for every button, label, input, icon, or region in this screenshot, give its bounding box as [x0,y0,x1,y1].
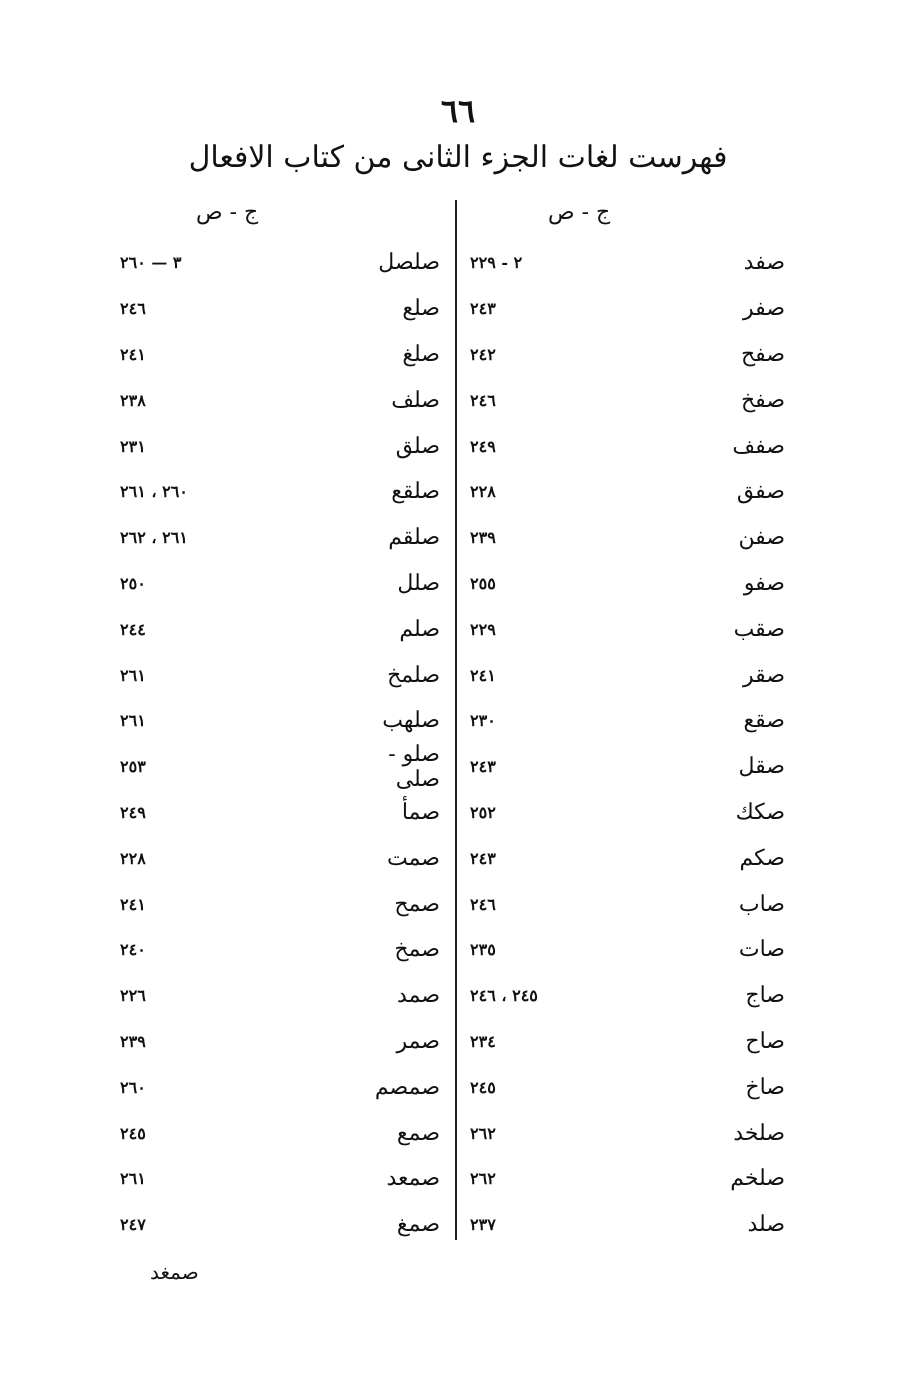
entry-page-ref: ٢٤١ [470,665,496,685]
index-entry [120,835,440,881]
entry-word: صمعد [386,1166,440,1192]
entry-page-ref: ٢٤٧ [120,1215,146,1235]
entry-page-ref: ٢٤٩ [120,802,146,822]
index-entry [120,561,440,607]
entry-page-ref: ٢٦٠ ، ٢٦١ [120,482,188,502]
entry-page-ref: ٢٦٠ [120,1077,146,1097]
entry-page-ref: ٢٥٣ [120,757,146,777]
entry-page-ref: ٢٤٠ [120,940,146,960]
entry-word: صاخ [745,1074,785,1100]
entry-word: صمد [397,983,440,1009]
index-entry [470,881,785,927]
index-entry [120,790,440,836]
entry-word: صفخ [740,387,785,413]
entry-word: صمت [386,845,440,871]
entry-page-ref: ٢٥٢ [470,802,496,822]
entry-page-ref: ٢٢٨ [120,848,146,868]
entry-word: صلل [397,570,440,596]
index-entry [120,1110,440,1156]
index-entry [470,515,785,561]
index-entry [120,881,440,927]
index-entry [120,927,440,973]
index-entry [120,652,440,698]
index-entry [120,332,440,378]
entry-page-ref: ٢٦٢ [470,1123,496,1143]
entry-page-ref: ٢٢٦ [120,986,146,1006]
entry-word: صمخ [394,937,440,963]
index-entry [120,423,440,469]
index-entry [470,1110,785,1156]
entry-word: صمع [396,1120,440,1146]
entry-word: صلمخ [387,662,440,688]
entry-word: صمصم [374,1074,440,1100]
index-entry [120,1019,440,1065]
entry-page-ref: ٢٤٣ [470,299,496,319]
entry-page-ref: ٢٤٦ [120,299,146,319]
entry-word: صفف [732,433,785,459]
entry-word: صمغ [396,1212,440,1238]
entry-word: صلع [402,296,440,322]
entry-page-ref: ٢٦١ [120,711,146,731]
entry-page-ref: ٢٤٩ [470,436,496,456]
entry-word: صمأ [401,799,440,825]
entry-word: صفو [743,570,785,596]
entry-page-ref: ٢٢٨ [470,482,496,502]
entry-word: صلف [391,387,440,413]
index-entry [470,652,785,698]
entry-page-ref: ٢٤٥ [470,1077,496,1097]
column-divider [455,200,457,1240]
entry-word: صلغ [402,341,440,367]
index-entry [470,927,785,973]
entry-page-ref: ٢٤٣ [470,757,496,777]
entry-page-ref: ٢٣٨ [120,390,146,410]
index-entry [120,377,440,423]
entry-word: صلصل [378,250,440,276]
index-entry [470,332,785,378]
entry-page-ref: ٢٣٩ [470,528,496,548]
index-entry [470,286,785,332]
entry-page-ref: ٢٤٦ [470,894,496,914]
index-entry [470,698,785,744]
entry-page-ref: ٢٤٢ [470,344,496,364]
entry-page-ref: ٢٦١ [120,1169,146,1189]
entry-page-ref: ٢٣٧ [470,1215,496,1235]
entry-word: صفر [743,296,785,322]
entry-page-ref: ٢٤١ [120,344,146,364]
entry-word: صمح [394,891,440,917]
index-entry [120,606,440,652]
entry-word: صفد [743,250,785,276]
entry-word: صلقم [388,525,440,551]
index-entry [470,1202,785,1248]
index-entry [470,1064,785,1110]
index-entry [120,1156,440,1202]
entry-page-ref: ٢٣١ [120,436,146,456]
entry-page-ref: ٢٣٩ [120,1031,146,1051]
index-entry [470,835,785,881]
index-entry [470,744,785,790]
index-entry [470,423,785,469]
entry-page-ref: ٢٦١ [120,665,146,685]
index-entry [120,1202,440,1248]
entry-page-ref: ٢٤١ [120,894,146,914]
entry-word: صفق [736,479,785,505]
entry-word: صلم [399,616,440,642]
index-entry [120,698,440,744]
entry-word: صقل [738,754,785,780]
entry-page-ref: ٢٢٩ [470,619,496,639]
entry-page-ref: ٢٤٣ [470,848,496,868]
page-number: ٦٦ [440,92,476,130]
index-entry [120,469,440,515]
entry-page-ref: ٢٤٥ ، ٢٤٦ [470,986,538,1006]
entry-page-ref: ٢٣٥ [470,940,496,960]
index-entry [120,973,440,1019]
entry-word: صمر [396,1028,440,1054]
index-entry [470,790,785,836]
entry-word: صلق [395,433,440,459]
left-index-column [120,240,440,1248]
entry-page-ref: ٢٤٦ [470,390,496,410]
page-title: فهرست لغات الجزء الثانى من كتاب الافعال [188,140,728,175]
footer-catchword: صمغد [150,1260,199,1284]
entry-page-ref: ٢٥٠ [120,573,146,593]
entry-word: صلخد [733,1120,785,1146]
index-entry [470,606,785,652]
entry-page-ref: ٢٣٠ [470,711,496,731]
entry-word: صلخم [730,1166,785,1192]
index-entry [120,515,440,561]
index-entry [470,973,785,1019]
entry-word: صقب [733,616,785,642]
entry-word: صاح [745,1028,785,1054]
entry-word: صفن [738,525,785,551]
entry-page-ref: ٢ - ٢٢٩ [470,253,523,273]
entry-word: صلقع [391,479,440,505]
entry-word: صكك [735,799,785,825]
index-entry [470,377,785,423]
index-entry [470,1156,785,1202]
index-entry [120,741,440,792]
index-entry [120,286,440,332]
entry-word: صات [738,937,785,963]
entry-word: صكم [739,845,785,871]
entry-page-ref: ٢٣٤ [470,1031,496,1051]
entry-word: صقع [743,708,785,734]
index-entry [120,1064,440,1110]
index-entry [470,469,785,515]
entry-page-ref: ٢٥٥ [470,573,496,593]
entry-page-ref: ٢٦١ ، ٢٦٢ [120,528,188,548]
index-entry [470,240,785,286]
entry-word: صاج [745,983,785,1009]
entry-word: صلو - صلى [388,741,440,792]
entry-page-ref: ٢٦٢ [470,1169,496,1189]
left-column-header: ج - ص [196,200,259,225]
entry-page-ref: ٢٤٤ [120,619,146,639]
right-index-column [470,240,785,1248]
index-entry [470,1019,785,1065]
index-entry [120,240,440,286]
entry-word: صفح [740,341,785,367]
entry-page-ref: ٢٤٥ [120,1123,146,1143]
entry-word: صاب [738,891,785,917]
entry-page-ref: ٣ — ٢٦٠ [120,253,182,273]
entry-word: صلد [747,1212,785,1238]
index-entry [470,561,785,607]
right-column-header: ج - ص [548,200,611,225]
entry-word: صقر [743,662,785,688]
entry-word: صلهب [382,708,440,734]
